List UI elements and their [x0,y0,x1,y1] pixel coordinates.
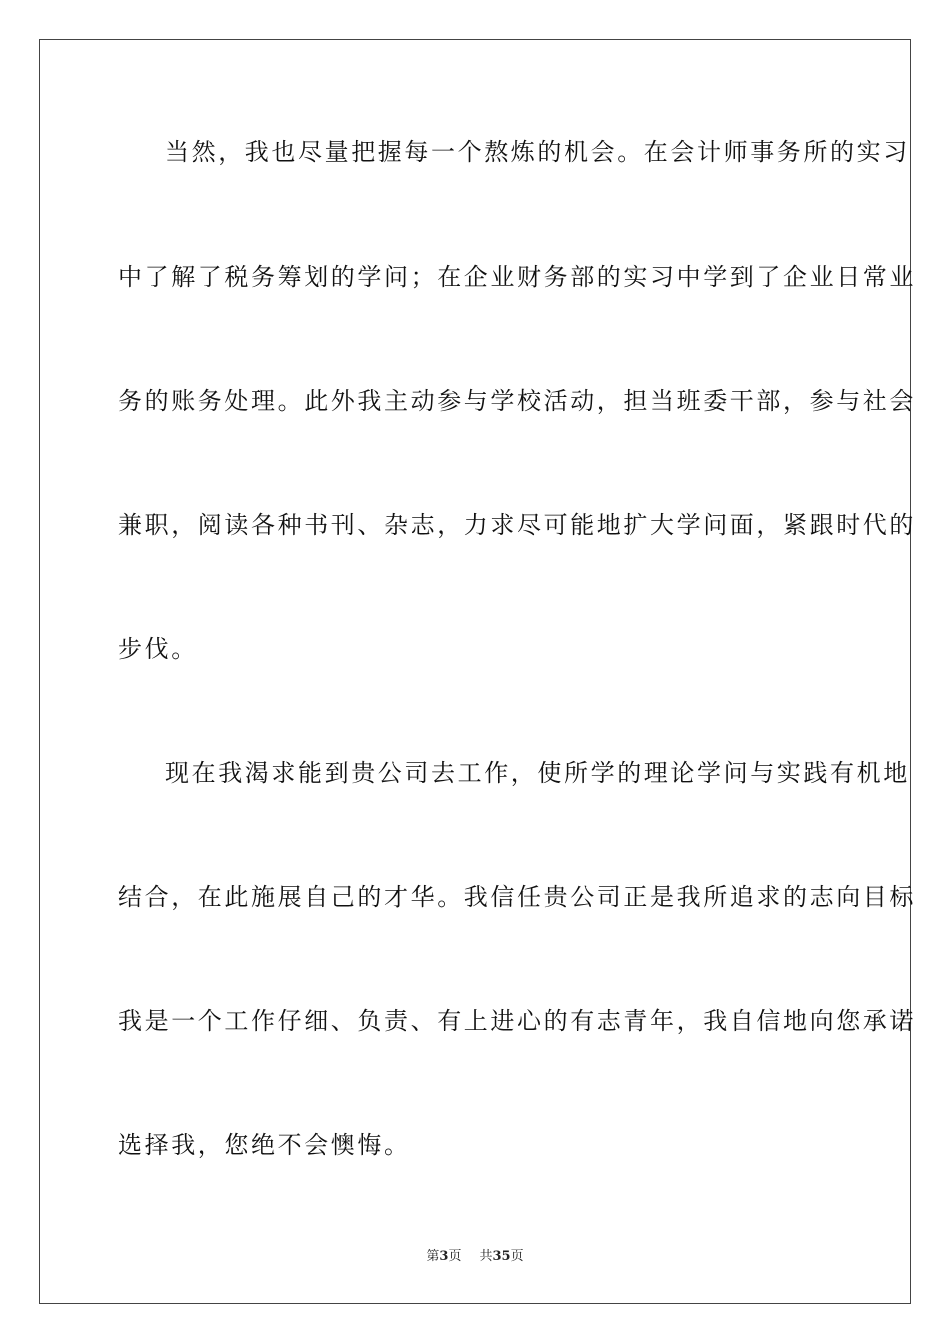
paragraph-2-line-1: 现在我渴求能到贵公司去工作，使所学的理论学问与实践有机地 [165,759,910,787]
page-footer [0,1248,950,1266]
paragraph-2-line-4: 选择我，您绝不会懊悔。 [118,1131,411,1159]
footer-page-number: 3 [439,1249,449,1264]
page-border [39,39,911,1304]
footer-total-pages: 35 [492,1249,511,1264]
paragraph-2-line-3: 我是一个工作仔细、负责、有上进心的有志青年，我自信地向您承诺 [118,1007,916,1035]
footer-total-suffix: 页 [510,1249,524,1264]
footer-total-prefix: 共 [479,1249,493,1264]
paragraph-1-line-3: 务的账务处理。此外我主动参与学校活动，担当班委干部，参与社会 [118,387,916,415]
paragraph-2-line-2: 结合，在此施展自己的才华。我信任贵公司正是我所追求的志向目标 [118,883,916,911]
paragraph-1-line-5: 步伐。 [118,635,198,663]
footer-page-suffix: 页 [448,1249,462,1264]
paragraph-1-line-4: 兼职，阅读各种书刊、杂志，力求尽可能地扩大学问面，紧跟时代的 [118,511,916,539]
paragraph-1-line-2: 中了解了税务筹划的学问；在企业财务部的实习中学到了企业日常业 [118,263,916,291]
paragraph-1-line-1: 当然，我也尽量把握每一个熬炼的机会。在会计师事务所的实习 [165,138,910,166]
footer-page-prefix: 第 [426,1249,440,1264]
